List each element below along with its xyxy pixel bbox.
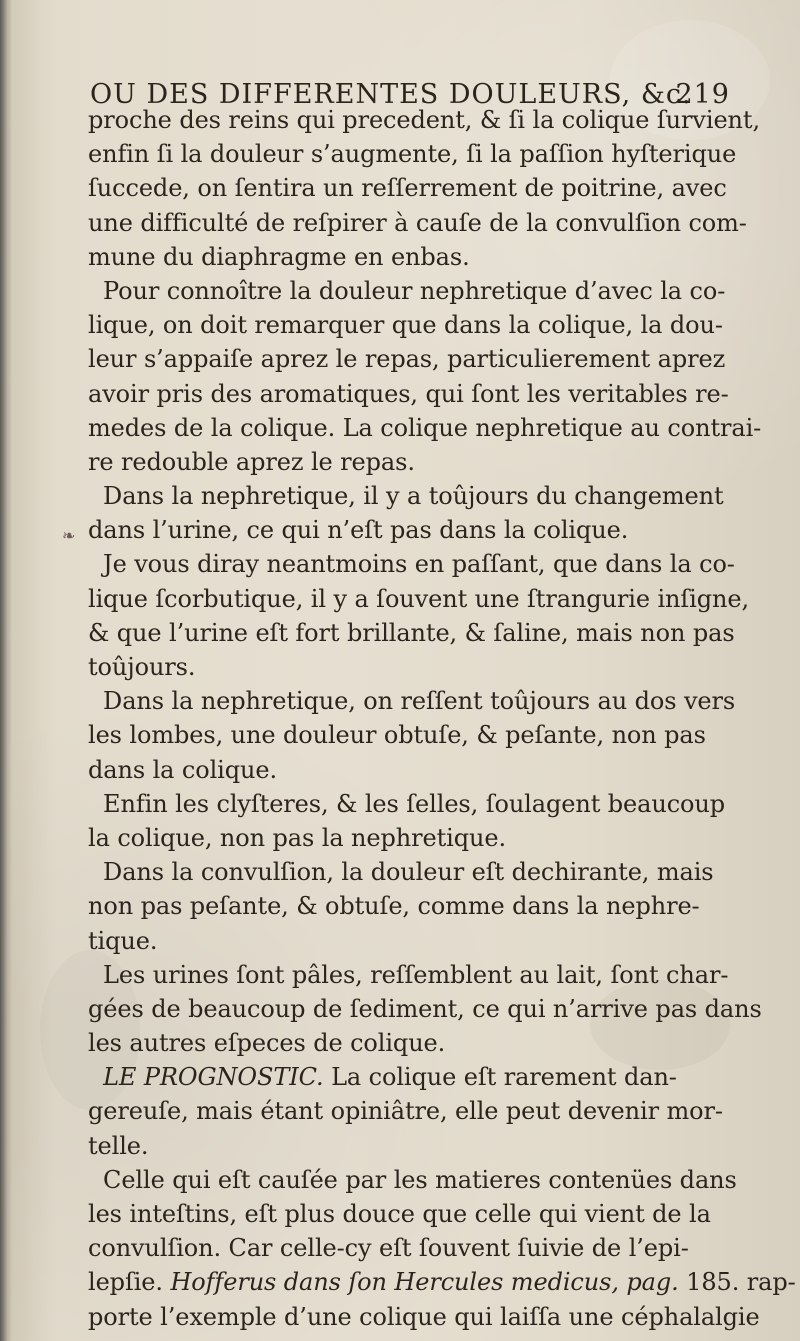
prognostic-heading: LE PROGNOSTIC. bbox=[103, 1063, 324, 1092]
text-line: la colique, non pas la nephretique. bbox=[88, 823, 506, 852]
text-line: tique. bbox=[88, 926, 158, 955]
bibliographic-reference: Hofferus dans ſon Hercules medicus, pag. bbox=[170, 1268, 679, 1297]
text-line: les autres eſpeces de colique. bbox=[88, 1029, 446, 1058]
text-line: telle. bbox=[88, 1131, 149, 1160]
text-line: Pour connoître la douleur nephretique d’avec la co- bbox=[88, 276, 726, 305]
text-line: ſuccede, on ſentira un reſſerrement de poitrine, avec bbox=[88, 174, 727, 203]
text-line: Enfin les clyſteres, & les ſelles, ſoulagent beaucoup bbox=[88, 789, 726, 818]
running-head-title: OU DES DIFFERENTES DOULEURS, &c. bbox=[90, 79, 692, 110]
text-line: mune du diaphragme en enbas. bbox=[88, 242, 470, 271]
body-text bbox=[88, 103, 796, 1331]
text-line: non pas peſante, & obtuſe, comme dans la nephre- bbox=[88, 892, 700, 921]
text-line: Celle qui eſt cauſée par les matieres contenües dans bbox=[88, 1165, 737, 1194]
text-line: Dans la nephretique, on reſſent toûjours au dos vers bbox=[88, 687, 736, 716]
text-line: les lombes, une douleur obtuſe, & peſante, non pas bbox=[88, 721, 706, 750]
reference-line: lepſie. Hofferus dans ſon Hercules medicus, pag. 185. rap- bbox=[88, 1268, 796, 1297]
text-line: une difficulté de reſpirer à cauſe de la convulſion com- bbox=[88, 208, 747, 237]
text-line: leur s’appaiſe aprez le repas, particulierement aprez bbox=[88, 345, 726, 374]
text-line: Je vous diray neantmoins en paſſant, que dans la co- bbox=[88, 550, 735, 579]
text-line: lique ſcorbutique, il y a ſouvent une ſtrangurie inſigne, bbox=[88, 584, 750, 613]
text-line: dans la colique. bbox=[88, 755, 277, 784]
text-line: les inteſtins, eſt plus douce que celle qui vient de la bbox=[88, 1200, 711, 1228]
text-line: Dans la convulſion, la douleur eſt dechirante, mais bbox=[88, 858, 714, 887]
text-line: dans l’urine, ce qui n’eſt pas dans la colique. bbox=[88, 516, 629, 545]
flower-ornament-icon: ❧ bbox=[62, 526, 76, 545]
prognostic-line: LE PROGNOSTIC. La colique eſt rarement dan- bbox=[103, 1063, 677, 1092]
text-line: enfin ſi la douleur s’augmente, ſi la paſſion hyſterique bbox=[88, 140, 737, 169]
text-line: toûjours. bbox=[88, 653, 196, 681]
text-line: convulſion. Car celle-cy eſt ſouvent ſuivie de l’epi- bbox=[88, 1234, 689, 1263]
text-line: & que l’urine eſt fort brillante, & ſaline, mais non pas bbox=[88, 618, 735, 647]
page-number: 219 bbox=[675, 79, 730, 110]
text-line: avoir pris des aromatiques, qui ſont les veritables re- bbox=[88, 379, 729, 408]
text-line: gereuſe, mais étant opiniâtre, elle peut devenir mor- bbox=[88, 1097, 723, 1126]
page-gutter bbox=[0, 0, 12, 1341]
text-line: Dans la nephretique, il y a toûjours du changement bbox=[88, 482, 724, 511]
text-line: proche des reins qui precedent, & ſi la colique ſurvient, bbox=[88, 106, 760, 134]
text-line: Les urines ſont pâles, reſſemblent au lait, ſont char- bbox=[88, 960, 729, 989]
text-line: gées de beaucoup de ſediment, ce qui n’arrive pas dans bbox=[88, 994, 762, 1023]
text-line: medes de la colique. La colique nephretique au contrai- bbox=[88, 413, 762, 442]
text-line: porte l’exemple d’une colique qui laiſſa une céphalalgie bbox=[88, 1302, 760, 1331]
text-line: re redouble aprez le repas. bbox=[88, 447, 415, 476]
text-line: lique, on doit remarquer que dans la colique, la dou- bbox=[88, 311, 723, 340]
